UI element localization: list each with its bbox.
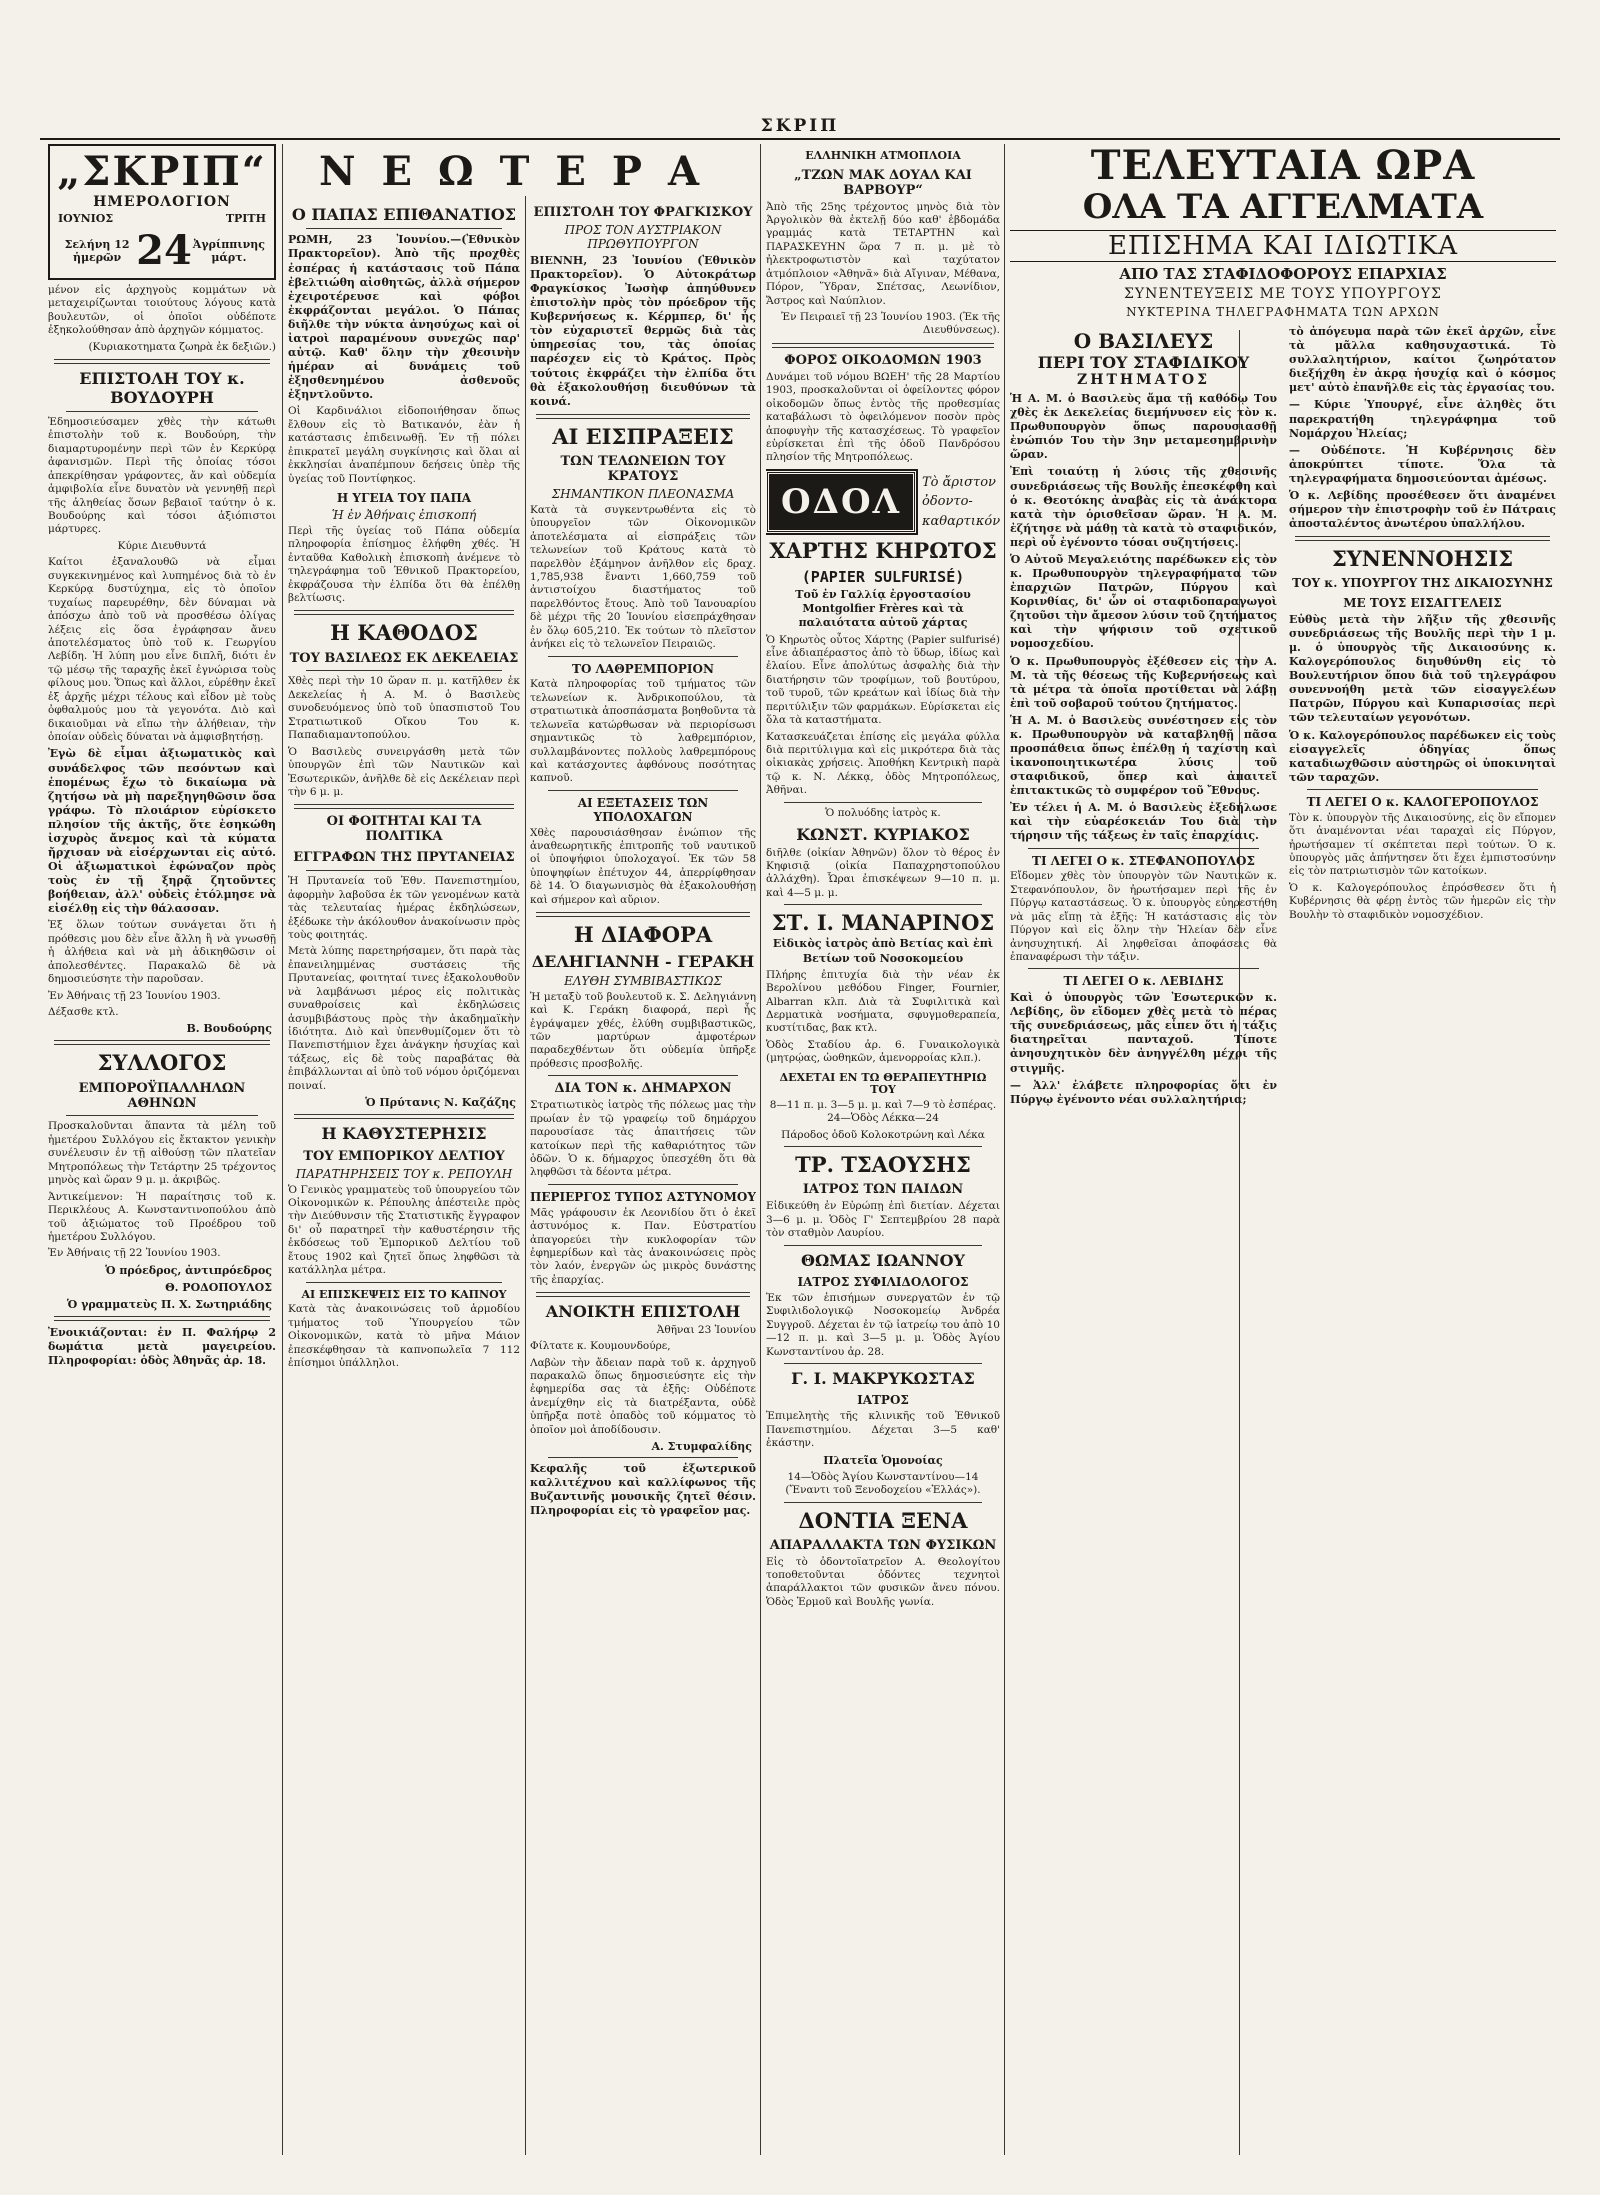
body-text: Κατὰ τὰ συγκεντρωθέντα εἰς τὸ ὑπουργεῖον τῶν Οἰκονομικῶν ἀποτελέσματα αἱ εἰσπράξεις τῶν τελωνείων τοῦ Κράτους κατὰ τὸ παρελθὸν ἑξάμηνον ἀνῆλθον εἰς δραχ. 1,785,938 ἔναντι 1,660,759 τοῦ ἀντιστοίχου διαστήματος τοῦ παρελθόντος ἔτους. Ἀπὸ τοῦ Ἰανουαρίου δὲ μέχρι τῆς 20 Ἰουνίου εἰσεπράχθησαν ἐν ὅλῳ 605,210. Ἐκ τούτων τὸ πλεῖστον ἀνήκει εἰς τὸ τελωνεῖον Πειραιῶς. [530, 503, 756, 651]
divider [1295, 536, 1550, 541]
headline-shipping-line: ΕΛΛΗΝΙΚΗ ΑΤΜΟΠΛΟΙΑ [805, 149, 961, 162]
subhead: Η ΥΓΕΙΑ ΤΟΥ ΠΑΠΑ [336, 490, 472, 505]
signature: Ὁ Πρύτανις Ν. Καζάζης [365, 1096, 516, 1110]
subhead: ΑΠΑΡΑΛΛΑΚΤΑ ΤΩΝ ΦΥΣΙΚΩΝ [769, 1537, 997, 1553]
body-text: Στρατιωτικὸς ἰατρὸς τῆς πόλεως μας τὴν πρωίαν ἐν τῷ γραφείῳ τοῦ δημάρχου παρουσίασε τὰς ἀπαιτήσεις τῶν κατοίκων περὶ τῆς καθαριότητος τῶν ὁδῶν. Ὁ κ. δήμαρχος ὑπεσχέθη ὅτι θὰ ληφθῶσι τὰ δέοντα μέτρα. [530, 1099, 756, 1179]
masthead [48, 144, 276, 280]
divider [66, 411, 258, 412]
headline-delay: Η ΚΑΘΥΣΤΕΡΗΣΙΣ [321, 1124, 487, 1144]
header-rule [40, 138, 1560, 140]
divider [548, 1457, 738, 1458]
body-text: Ἡ μεταξὺ τοῦ βουλευτοῦ κ. Σ. Δεληγιάννη καὶ Κ. Γεράκη διαφορά, περὶ ἧς ἐγράψαμεν χθές, ἐλύθη συμβιβαστικῶς, τῶν μαρτύρων ἀμφοτέρων παραδεχθέντων ὅτι οὐδεμία ὑπῆρξε πρόθεσις προσβολῆς. [530, 990, 756, 1070]
body-text-bold: Ἐν τέλει ἡ Α. Μ. ὁ Βασιλεὺς ἐξεδήλωσε καὶ τὴν εὐαρέσκειάν Του διὰ τὴν τήρησιν τῆς τάξεως ἐν ταῖς ἐπαρχίαις. [1010, 801, 1277, 843]
subhead: ΤΙ ΛΕΓΕΙ Ο κ. ΛΕΒΙΔΗΣ [1063, 974, 1224, 989]
divider [66, 1115, 258, 1116]
masthead-day-row [54, 227, 270, 274]
headline-voudouris: ΕΠΙΣΤΟΛΗ ΤΟΥ κ. ΒΟΥΔΟΥΡΗ [79, 369, 245, 407]
subhead: ΠΕΡΙΕΡΓΟΣ ΤΥΠΟΣ ΑΣΤΥΝΟΜΟΥ [530, 1189, 756, 1204]
headline-building-tax: ΦΟΡΟΣ ΟΙΚΟΔΟΜΩΝ 1903 [784, 352, 982, 368]
subhead: ΙΑΤΡΟΣ [857, 1393, 909, 1408]
body-text: Ἀντικείμενον: Ἡ παραίτησις τοῦ κ. Περικλέους Α. Κωνσταντινοπούλου ἀπὸ τοῦ ἀξιώματος τοῦ Προέδρου τοῦ ἡμετέρου Συλλόγου. [48, 1190, 276, 1243]
column-3 [530, 200, 756, 2155]
body-text-bold: — Οὐδέποτε. Ἡ Κυβέρνησις δὲν ἀποκρύπτει τίποτε. Ὅλα τὰ τηλεγραφήματα δημοσιεύονται ἀμέσως. [1289, 443, 1556, 485]
body-text-bold: Ἡ Α. Μ. ὁ Βασιλεὺς ἅμα τῇ καθόδῳ Του χθὲς ἐκ Δεκελείας διεμήνυσεν εἰς τὸν κ. Πρωθυπουργὸν ὅπως παρουσιασθῇ ἐνώπιόν Του τὴν 3ην μεταμεσημβρινὴν ὥραν. [1010, 392, 1277, 462]
masthead-month: ΙΟΥΝΙΟΣ [58, 212, 114, 225]
body-text: Ἐξ ὅλων τούτων συνάγεται ὅτι ἡ πρόθεσις μου δὲν εἶνε ἄλλη ἢ νὰ γνωσθῇ ἡ ἀλήθεια καὶ νὰ μὴ ἀδικηθῶσιν οἱ ἀπολεσθέντες. Παρακαλῶ δὲ νὰ δημοσιεύσητε τὴν παροῦσαν. [48, 919, 276, 986]
odol-tagline-line: ὀδοντο- [922, 494, 973, 510]
body-text: Ἐδημοσιεύσαμεν χθὲς τὴν κάτωθι ἐπιστολὴν τοῦ κ. Βουδούρη, τὴν διαμαρτυρομένην περὶ τῶν ἐν Κερκύρᾳ ἀφανισμῶν. Περὶ τῆς ὁποίας τόσοι ἀπεκρίθησαν γράφοντες, ἄν καὶ οὐδεμία ἀμφιβολία εἶνε δυνατὸν νὰ γεννηθῇ περὶ τῆς ἀληθείας ὅσων βεβαιοῖ ταύτην ὁ κ. Βουδούρης καὶ τόσοι ἀξιόπιστοι μάρτυρες. [48, 415, 276, 536]
body-text: Πλατεῖα Ὁμονοίας [823, 1453, 943, 1467]
subhead: ΙΑΤΡΟΣ ΤΩΝ ΠΑΙΔΩΝ [802, 1182, 964, 1198]
divider [784, 1245, 982, 1246]
divider [294, 804, 514, 809]
letter-salutation: Κύριε Διευθυντά [117, 539, 207, 552]
body-text-bold: τὸ ἀπόγευμα παρὰ τῶν ἐκεῖ ἀρχῶν, εἶνε τὰ μᾶλλα καθησυχαστικά. Τὸ συλλαλητήριον, καίτοι ζωηρότατον διεξήχθη ἐν ἀκρᾳ ἡσυχίᾳ καὶ ὁ κόσμος μετ' αὐτὸ ἐπανῆλθε εἰς τὰς ἐργασίας του. [1289, 325, 1556, 395]
body-text-bold: Εὐθὺς μετὰ τὴν λῆξιν τῆς χθεσινῆς συνεδριάσεως τῆς Βουλῆς περὶ τὴν 1 μ. μ. ὁ ὑπουργὸς τῆς Δικαιοσύνης κ. Καλογερόπουλος διηυθύνθη εἰς τὸ Βουλευτήριον ὅπου διὰ τοῦ τηλεγράφου συνεννοήθη μετὰ τῶν εἰσαγγελέων Πατρῶν, Πύργου καὶ Κυπαρισσίας περὶ τῶν τελευταίων γεγονότων. [1289, 612, 1556, 725]
last-hour-heading: ΑΠΟ ΤΑΣ ΣΤΑΦΙΔΟΦΟΡΟΥΣ ΕΠΑΡΧΙΑΣ [1119, 265, 1447, 284]
running-head: ΣΚΡΙΠ [760, 116, 840, 136]
body-text: 8—11 π. μ. 3—5 μ. μ. καὶ 7—9 τὸ ἑσπέρας. 24—Ὁδὸς Λέκκα—24 [769, 1098, 997, 1125]
subhead-italic: ΠΡΟΣ ΤΟΝ ΑΥΣΤΡΙΑΚΟΝ ΠΡΩΘΥΠΟΥΡΓΟΝ [564, 222, 722, 251]
ad-name: ΘΩΜΑΣ ΙΩΑΝΝΟΥ [801, 1250, 965, 1270]
classified-ad: Κεφαλῆς τοῦ ἐξωτερικοῦ καλλιτέχνου καὶ καλλίφωνος τῆς Βυζαντινῆς μουσικῆς ζητεῖ θέσιν. Πληροφορίαι εἰς τὸ γραφεῖον μας. [530, 1462, 756, 1518]
letter-salutation: Φίλτατε κ. Κουμουνδούρε, [530, 1340, 671, 1353]
closing: Δέξασθε κτλ. [48, 1006, 119, 1019]
signature: Ὁ πρόεδρος, ἀντιπρόεδρος [105, 1263, 272, 1277]
body-text: Προσκαλοῦνται ἅπαντα τὰ μέλη τοῦ ἡμετέρου Συλλόγου εἰς ἔκτακτον γενικὴν συνέλευσιν ἐν τῇ αἰθούσῃ τῶν πλατεῖαν Μητροπόλεως τὴν Τετάρτην 25 τρέχοντος μηνὸς καὶ ὥραν 9 μ. μ. ἀκριβῶς. [48, 1120, 276, 1187]
body-text: Χθὲς παρουσιάσθησαν ἐνώπιον τῆς ἀναθεωρητικῆς ἐπιτροπῆς τοῦ ναυτικοῦ οἱ ὑποψήφιοι ὑπολοχαγοί. Ἐκ τῶν 58 ὑποψηφίων ἐπέτυχον 44, ἀπερρίφθησαν δὲ 14. Ὁ διαγωνισμὸς θὰ ἐξακολουθήσῃ καὶ σήμερον καὶ αὔριον. [530, 826, 756, 906]
body-text: Εἰδικεύθη ἐν Εὐρώπῃ ἐπὶ διετίαν. Δέχεται 3—6 μ. μ. Ὁδὸς Γ' Σεπτεμβρίου 28 παρὰ τὸν σταθμὸν Λαυρίου. [766, 1200, 1000, 1240]
divider [784, 802, 982, 803]
body-text-bold: Ὁ κ. Πρωθυπουργὸς ἐξέθεσεν εἰς τὴν Α. Μ. τὰ τῆς θέσεως τῆς Κυβερνήσεως καὶ τὰ μέτρα τὰ ὁποῖα προτίθεται νὰ λάβῃ ἐπὶ τοῦ σοβαροῦ τούτου ζητήματος. [1010, 654, 1277, 710]
odol-logo: ΟΔΟΛ [766, 471, 916, 533]
subhead: ΑΙ ΕΠΙΣΚΕΨΕΙΣ ΕΙΣ ΤΟ ΚΑΠΝΟΥ [301, 1287, 507, 1301]
headline-syllogos: ΣΥΛΛΟΓΟΣ [97, 1050, 227, 1076]
masthead-saint: Ἀγρίππινης μάρτ. [192, 237, 265, 264]
body-text: Κατασκευάζεται ἐπίσης εἰς μεγάλα φύλλα διὰ περιτύλιγμα καὶ εἰς μικρότερα διὰ τὰς οἰκιακὰς χρήσεις. Ἀποθήκη Κεντρικὴ παρὰ τῷ κ. Ν. Λέκκᾳ, ὁδὸς Μητροπόλεως, Ἀθῆναι. [766, 730, 1000, 797]
headline-students: ΟΙ ΦΟΙΤΗΤΑΙ ΚΑΙ ΤΑ ΠΟΛΙΤΙΚΑ [326, 814, 482, 845]
signature: Θ. ΡΟΔΟΠΟΥΛΟΣ [165, 1280, 272, 1294]
signature: Ὁ γραμματεὺς Π. Χ. Σωτηριάδης [67, 1297, 272, 1311]
last-hour-subtitle-2: ΕΠΙΣΗΜΑ ΚΑΙ ΙΔΙΩΤΙΚΑ [1010, 230, 1556, 262]
masthead-subtitle: ΗΜΕΡΟΛΟΓΙΟΝ [93, 194, 231, 210]
body-text: Κατὰ τὰς ἀνακοινώσεις τοῦ ἁρμοδίου τμήματος τοῦ Ὑπουργείου τῶν Οἰκονομικῶν, κατὰ τὸ μῆνα Μάιον ἐπεσκέφθησαν τὰ καπνοπωλεῖα 7 112 ἐπίσημοι ὑπάλληλοι. [288, 1303, 520, 1369]
body-text-bold: — Κύριε Ὑπουργέ, εἶνε ἀληθὲς ὅτι παρεκρατήθη τηλεγράφημα τοῦ Νομάρχου Ἠλείας; [1289, 398, 1556, 440]
body-text: Ἐκ τῶν ἐπισήμων συνεργατῶν ἐν τῷ Συφιλιδολογικῷ Νοσοκομείῳ Ἀνδρέα Συγγροῦ. Δέχεται ἐν τῷ ἰατρείῳ του ἀπὸ 10—12 π. μ. καὶ 3—5 μ. μ. Ὁδὸς Ἀγίου Κωνσταντίνου ἀρ. 28. [766, 1291, 1000, 1358]
ad-name: ΔΟΝΤΙΑ ΞΕΝΑ [798, 1507, 968, 1533]
last-hour-heading: ΝΥΚΤΕΡΙΝΑ ΤΗΛΕΓΡΑΦΗΜΑΤΑ ΤΩΝ ΑΡΧΩΝ [1126, 305, 1440, 320]
body-text: διῆλθε (οἰκίαν Ἀθηνῶν) ὅλον τὸ θέρος ἐν Κηφισιᾷ (οἰκία Παπαχρηστοπούλου ἀλλάχθη). Ὧραι ἐπισκέψεων 9—10 π. μ. καὶ 4—5 μ. μ. [766, 846, 1000, 899]
divider [294, 610, 514, 615]
body-text: Εἴδομεν χθὲς τὸν ὑπουργὸν τῶν Ναυτικῶν κ. Στεφανόπουλον, ὃν ἠρωτήσαμεν περὶ τῆς ἐν Πύργῳ καταστάσεως. Ὁ κ. ὑπουργὸς εὐηρεστήθη νὰ μᾶς εἴπῃ τὰ ἑξῆς: Ἡ κατάστασις εἰς τὸν Πύργον καὶ εἰς ὅλην τὴν Ἠλείαν δὲν εἶνε ἀνησυχητική. Αἱ ληφθεῖσαι ἀποφάσεις θὰ ἐπαναφέρωσι τὴν τάξιν. [1010, 870, 1277, 963]
subhead-italic: ΣΗΜΑΝΤΙΚΟΝ ΠΛΕΟΝΑΣΜΑ [551, 486, 735, 501]
masthead-title: „ΣΚΡΙΠ“ [57, 148, 267, 195]
divider [306, 228, 502, 229]
divider [772, 343, 994, 348]
headline-synennoisis: ΣΥΝΕΝΝΟΗΣΙΣ [1331, 546, 1514, 572]
signature: Β. Βουδούρης [186, 1022, 272, 1036]
odol-tagline [922, 473, 1000, 532]
subhead: ΤΙ ΛΕΓΕΙ Ο κ. ΚΑΛΟΓΕΡΟΠΟΥΛΟΣ [1306, 794, 1539, 809]
signature: Α. Στυμφαλίδης [651, 1440, 752, 1454]
intro-text: μένον εἰς ἀρχηγοὺς κομμάτων νὰ μεταχειρίζωνται τοιούτους λόγους κατὰ βουλευτῶν, οἱ ὁποῖοι οὐδέποτε ἐξηκολούθησαν ἀπὸ ἀρχηγῶν κόμματος. [48, 284, 276, 337]
headline-kathodos-sub: ΤΟΥ ΒΑΣΙΛΕΩΣ ΕΚ ΔΕΚΕΛΕΙΑΣ [289, 650, 519, 666]
divider [784, 1363, 982, 1364]
headline-wax-paper-french: (PAPIER SULFURISÉ) [801, 568, 965, 587]
headline-dispute-sub: ΔΕΛΗΓΙΑΝΝΗ - ΓΕΡΑΚΗ [531, 952, 755, 972]
classified-ad: Ἐνοικιάζονται: ἐν Π. Φαλήρῳ 2 δωμάτια μετὰ μαγειρείου. Πληροφορίαι: ὁδὸς Ἀθηνᾶς ἀρ. 18. [48, 1325, 276, 1368]
place-date: Ἐν Ἀθήναις τῇ 23 Ἰουνίου 1903. [48, 989, 221, 1002]
headline-king-sub: ΖΗΤΗΜΑΤΟΣ [1077, 372, 1210, 389]
masthead-date-row [54, 212, 270, 225]
divider [536, 1292, 750, 1297]
body-text: Ὁ Κηρωτὸς οὗτος Χάρτης (Papier sulfurisé) εἶνε ἀδιαπέραστος ἀπὸ τὸ ὕδωρ, ἰδίως καὶ ἐλαίου. Εἶνε ἀπολύτως ἀσφαλὴς διὰ τὴν διατήρησιν τῶν τροφίμων, τοῦ βουτύρου, τοῦ τυροῦ, τῶν κρεάτων καὶ ἰδίως διὰ τὴν περιτύλιξιν τῶν φαρμάκων. Εὑρίσκεται εἰς ὅλα τὰ καταστήματα. [766, 633, 1000, 727]
body-text-bold: Ἡ Α. Μ. ὁ Βασιλεὺς συνέστησεν εἰς τὸν κ. Πρωθυπουργὸν νὰ καταβληθῇ πᾶσα προσπάθεια ὅπως ἐπέλθῃ ἡ ταχίστη καὶ ἱκανοποιητικωτέρα λύσις τοῦ σταφιδικοῦ, ὅπερ καὶ ἀπαιτεῖ ἐπιτακτικῶς τὸ συμφέρον τοῦ Ἔθνους. [1010, 713, 1277, 798]
body-text: Περὶ τῆς ὑγείας τοῦ Πάπα οὐδεμία πληροφορία ἐπίσημος ἐλήφθη χθές. Ἡ ἐνταῦθα Καθολικὴ ἐπισκοπὴ ἀνέμενε τὸ τηλεγράφημα τοῦ Ἐθνικοῦ Πρακτορείου, ἐκφράζουσα τὴν ἐλπίδα ὅτι θὰ ἐπέλθῃ βελτίωσις. [288, 524, 520, 604]
body-text-bold: ΡΩΜΗ, 23 Ἰουνίου.—(Ἐθνικὸν Πρακτορεῖον). Ἀπὸ τῆς προχθὲς ἑσπέρας ἡ κατάστασις τοῦ Πάπα ἐβελτιώθη αἰσθητῶς, ἀλλὰ σήμερον ἐχειροτέρευσε καὶ φόβοι ἐκφράζονται μεγάλοι. Ὁ Πάπας διῆλθε τὴν νύκτα ἀνησύχως καὶ οἱ ἰατροὶ παραμένουν συνεχῶς παρ' αὐτῷ. Καθ' ὅλην τὴν χθεσινὴν ἡμέραν αἱ δυνάμεις τοῦ ἐξησθενημένου ἀσθενοῦς ἐξηντλοῦντο. [288, 233, 520, 402]
body-text-bold: ΒΙΕΝΝΗ, 23 Ἰουνίου (Ἐθνικὸν Πρακτορεῖον). Ὁ Αὐτοκράτωρ Φραγκίσκος Ἰωσὴφ ἀπηύθυνεν ἐπιστολὴν πρὸς τὸν πρόεδρον τῆς Κυβερνήσεως κ. Κέρμπερ, δι' ἧς τὸν εὐχαριστεῖ θερμῶς διὰ τὰς ὑπηρεσίας του, τὰς ὁποίας παρέσχεν εἰς τὸ Κράτος. Πρὸς τούτοις ἐκφράζει τὴν ἐλπίδα ὅτι θὰ ἐξακολουθήσῃ διευθύνων τὰ κοινά. [530, 253, 756, 408]
headline-pope: Ο ΠΑΠΑΣ ΕΠΙΘΑΝΑΤΙΟΣ [291, 205, 517, 224]
body-text: Μετὰ λύπης παρετηρήσαμεν, ὅτι παρὰ τὰς ἐπανειλημμένας συστάσεις τῆς Πρυτανείας, φοιτηταί τινες ἐξακολουθοῦν νὰ λαμβάνωσι μέρος εἰς πολιτικὰς συναθροίσεις καὶ ἐκδηλώσεις ἀσυμβιβάστους πρὸς τὴν ἀκαδημαϊκὴν ἰδιότητα. Διὸ καὶ ὑπενθυμίζομεν ὅτι τὸ Πανεπιστήμιον ἔχει ἀνάγκην ἡσυχίας καὶ τάξεως, εἰς δὲ τοὺς παραβάτας θὰ ἐπιβάλλωνται αἱ ὑπὸ τοῦ νόμου ὁριζόμεναι ποιναί. [288, 945, 520, 1092]
odol-tagline-line: Τὸ ἄριστον [922, 474, 996, 490]
divider [548, 656, 738, 657]
headline-synennoisis-sub: ΤΟΥ κ. ΥΠΟΥΡΓΟΥ ΤΗΣ ΔΙΚΑΙΟΣΥΝΗΣ [1292, 576, 1553, 591]
divider [536, 912, 750, 917]
subhead: ΔΕΧΕΤΑΙ ΕΝ ΤΩ ΘΕΡΑΠΕΥΤΗΡΙΩ ΤΟΥ [779, 1070, 987, 1097]
divider [1307, 789, 1538, 790]
subhead-italic: ΠΑΡΑΤΗΡΗΣΕΙΣ ΤΟΥ κ. ΡΕΠΟΥΛΗ [295, 1166, 513, 1181]
headline-franz: ΕΠΙΣΤΟΛΗ ΤΟΥ ΦΡΑΓΚΙΣΚΟΥ [533, 205, 753, 220]
column-4 [766, 144, 1000, 2155]
body-text: Χθὲς περὶ τὴν 10 ὥραν π. μ. κατῆλθεν ἐκ Δεκελείας ἡ Α. Μ. ὁ Βασιλεὺς συνοδευόμενος ὑπὸ τοῦ ὑπασπιστοῦ Του Στρατιωτικοῦ Οἴκου Του κ. Παπαδιαμαντοπούλου. [288, 675, 520, 742]
masthead-moon: Σελήνη 12 ἡμερῶν [64, 237, 130, 264]
column-1 [48, 144, 276, 2155]
ad-name: ΚΩΝΣΤ. ΚΥΡΙΑΚΟΣ [796, 825, 970, 845]
divider [536, 414, 750, 419]
odol-advertisement [766, 471, 1000, 533]
ad-name: ΣΤ. Ι. ΜΑΝΑΡΙΝΟΣ [771, 910, 995, 936]
divider [548, 1075, 738, 1076]
subhead: Τοῦ ἐν Γαλλίᾳ ἐργοστασίου Montgolfier Frères καὶ τὰ παλαιότατα αὐτοῦ χάρτας [795, 588, 971, 630]
headline-wax-paper: ΧΑΡΤΗΣ ΚΗΡΩΤΟΣ [769, 537, 997, 563]
body-text: Μᾶς γράφουσιν ἐκ Λεονιδίου ὅτι ὁ ἐκεῖ ἀστυνόμος κ. Παν. Εὐστρατίου ἀπαγορεύει τὴν κυκλοφορίαν τῶν ἐφημερίδων καὶ τὰς ἀνακοινώσεις πρὸς τὸν λαόν, ἐνεργῶν ὡς μικρὸς δυνάστης τῆς ἐπαρχίας. [530, 1206, 756, 1286]
headline-receipts-sub: ΤΩΝ ΤΕΛΩΝΕΙΩΝ ΤΟΥ ΚΡΑΤΟΥΣ [560, 453, 726, 484]
odol-tagline-line: καθαρτικόν [922, 513, 1000, 529]
subhead: ΤΙ ΛΕΓΕΙ Ο κ. ΣΤΕΦΑΝΟΠΟΥΛΟΣ [1032, 853, 1255, 868]
body-text-bold: Ἐγὼ δὲ εἶμαι ἀξιωματικὸς καὶ συνάδελφος τῶν πεσόντων καὶ ἑπομένως ἔχω τὸ δικαίωμα νὰ ζητήσω νὰ μὴ παρεξηγηθῶσιν ὅσα γράφω. Τὸ πλοιάριον εὑρίσκετο πλησίον τῆς ἀκτῆς, ὅτε ἐσηκώθη ἰσχυρὸς ἄνεμος καὶ τὰ κύματα ἤρχισαν νὰ εἰσέρχωνται εἰς αὐτό. Οἱ ἀξιωματικοὶ ἐφώναζον πρὸς τοὺς ἐν τῇ ξηρᾷ ζητοῦντες βοήθειαν, ἀλλ' οὐδεὶς ἐτόλμησε νὰ εἰσέλθῃ εἰς τὴν θάλασσαν. [48, 747, 276, 916]
body-text-bold: Ὁ Αὐτοῦ Μεγαλειότης παρέδωκεν εἰς τὸν κ. Πρωθυπουργὸν τηλεγραφήματα τῶν ἐπαρχιῶν Πατρῶν, Πύργου καὶ Κορινθίας, δι' ὧν οἱ σταφιδοπαραγωγοὶ ζητοῦσι τὴν ἄμεσον λύσιν τοῦ ζητήματος καὶ τὴν ψήφισιν τοῦ σχετικοῦ νομοσχεδίου. [1010, 552, 1277, 651]
headline-king: Ο ΒΑΣΙΛΕΥΣ [1073, 329, 1214, 354]
subhead: ΑΙ ΕΞΕΤΑΣΕΙΣ ΤΩΝ ΥΠΟΛΟΧΑΓΩΝ [577, 795, 709, 824]
last-hour-heading: ΣΥΝΕΝΤΕΥΞΕΙΣ ΜΕ ΤΟΥΣ ΥΠΟΥΡΓΟΥΣ [1124, 286, 1442, 303]
last-hour-subtitle: ΟΛΑ ΤΑ ΑΓΓΕΛΜΑΤΑ [1082, 187, 1484, 227]
column-divider [282, 144, 283, 2155]
headline-open-letter: ΑΝΟΙΚΤΗ ΕΠΙΣΤΟΛΗ [545, 1302, 741, 1322]
divider [548, 790, 738, 791]
column-divider [525, 196, 526, 2155]
body-text-bold: Ἐπὶ τοιαύτῃ ἡ λύσις τῆς χθεσινῆς συνεδριάσεως τῆς Βουλῆς ἐπεσκέφθη καὶ ὁ κ. Θεοτόκης ἀναβὰς εἰς τὰ ἀνάκτορα κατὰ τὴν ὁρισθεῖσαν ὥραν. Ἡ Α. Μ. ἐζήτησε νὰ μάθῃ τὰ κατὰ τὸ σταφιδικόν, περὶ οὗ ἐγένοντο τόσαι συζητήσεις. [1010, 465, 1277, 549]
headline-king-sub: ΠΕΡΙ ΤΟΥ ΣΤΑΦΙΔΙΚΟΥ [1037, 353, 1250, 373]
body-text: Εἰς τὸ ὀδοντοϊατρεῖον Α. Θεολογίτου τοποθετοῦνται ὀδόντες τεχνητοὶ ἀπαράλλακτοι τῶν φυσικῶν ἄνευ πόνου. Ὁδὸς Ἑρμοῦ καὶ Βουλῆς γωνία. [766, 1555, 1000, 1608]
last-hour-title: ΤΕΛΕΥΤΑΙΑ ΩΡΑ [1090, 144, 1476, 189]
divider [784, 904, 982, 905]
body-text-bold: — Ἀλλ' ἐλάβετε πληροφορίας ὅτι ἐν Πύργῳ ἐγένοντο νέαι συλλαλητήρια; [1010, 1078, 1277, 1106]
place-date: Ἐν Ἀθήναις τῇ 22 Ἰουνίου 1903. [48, 1247, 221, 1260]
last-hour-section [1010, 144, 1556, 2155]
divider [1028, 848, 1259, 849]
body-text: Ἐπιμελητὴς τῆς κλινικῆς τοῦ Ἐθνικοῦ Πανεπιστημίου. Δέχεται 3—5 καθ' ἑκάστην. [766, 1410, 1000, 1450]
body-text: Ὁ κ. Καλογερόπουλος ἐπρόσθεσεν ὅτι ἡ Κυβέρνησις θὰ φέρῃ ἐντὸς τῶν ἡμερῶν εἰς τὴν Βουλὴν τὸ σταφιδικὸν νομοσχέδιον. [1289, 881, 1556, 921]
body-text-bold: Ὁ κ. Λεβίδης προσέθεσεν ὅτι ἀναμένει σήμερον τὴν ἐπιστροφὴν τοῦ ἐν Πάτραις ἀποσταλέντος ἀνωτέρου ὑπαλλήλου. [1289, 488, 1556, 531]
body-text-bold: Καὶ ὁ ὑπουργὸς τῶν Ἐσωτερικῶν κ. Λεβίδης, ὃν εἴδομεν χθὲς μετὰ τὸ πέρας τῆς συνεδριάσεως, μᾶς εἶπεν ὅτι ἡ τάξις διατηρεῖται πανταχοῦ. Τίποτε ἀνησυχητικὸν δὲν ἀνηγγέλθη μέχρι τῆς στιγμῆς. [1010, 991, 1277, 1075]
body-text: Δυνάμει τοῦ νόμου ΒΩΕΗ' τῆς 28 Μαρτίου 1903, προσκαλοῦνται οἱ ὀφείλοντες φόρον οἰκοδομῶν ὅπως ἐντὸς τῆς προθεσμίας καταβάλωσι τὸ ὀφειλόμενον ποσὸν πρὸς ἀποφυγὴν τῆς κατασχέσεως. Τὸ γραφεῖον εὑρίσκεται ἐπὶ τῆς ὁδοῦ Πανδρόσου πλησίον τῆς Μητροπόλεως. [766, 370, 1000, 464]
divider [784, 1502, 982, 1503]
body-text: Κατὰ πληροφορίας τοῦ τμήματος τῶν τελωνείων κ. Ἀνδρικοπούλου, τὰ στρατιωτικὰ ἀποσπάσματα βοηθοῦντα τὰ τελωνεῖα κατώρθωσαν νὰ περιορίσωσι σημαντικῶς τὸ λαθρεμπόριον, συλλαμβάνοντες πολλοὺς λαθρεμπόρους καὶ κατάσχοντες ἀφθόνους ποσότητας καπνοῦ. [530, 678, 756, 785]
body-text: Οἱ Καρδινάλιοι εἰδοποιήθησαν ὅπως ἔλθουν εἰς τὸ Βατικανόν, ἐὰν ἡ κατάστασις ἐπιδεινωθῇ. Ἐν τῇ πόλει ἐπικρατεῖ μεγάλη συγκίνησις καὶ ὅλαι αἱ ἐκκλησίαι ἀναπέμπουν δεήσεις ὑπὲρ τῆς ὑγείας τοῦ Ποντίφηκος. [288, 405, 520, 485]
neotera-banner: ΝΕΩΤΕΡΑ [318, 148, 726, 195]
column-divider [760, 144, 761, 2155]
headline-synennoisis-sub: ΜΕ ΤΟΥΣ ΕΙΣΑΓΓΕΛΕΙΣ [1343, 596, 1502, 611]
divider [784, 1146, 982, 1147]
last-hour-columns [1010, 325, 1556, 1110]
body-text: Πάροδος ὁδοῦ Κολοκοτρώνη καὶ Λέκα [781, 1128, 985, 1141]
subhead: ΙΑΤΡΟΣ ΣΥΦΙΛΙΔΟΛΟΓΟΣ [797, 1275, 969, 1290]
last-hour-column-right [1289, 325, 1556, 1110]
column-divider [1004, 144, 1005, 2155]
divider [1028, 968, 1259, 969]
subhead: ΤΟ ΛΑΘΡΕΜΠΟΡΙΟΝ [572, 661, 714, 676]
divider [54, 1040, 270, 1045]
body-text-bold: Ὁ κ. Καλογερόπουλος παρέδωκεν εἰς τοὺς εἰσαγγελεῖς ὁδηγίας ὅπως καταδιωχθῶσιν αὐστηρῶς οἱ ὑποκινηταὶ τῶν ταραχῶν. [1289, 728, 1556, 784]
body-text: Ὁδὸς Σταδίου ἀρ. 6. Γυναικολογικὰ (μητρῴας, ὠοθηκῶν, ἀμενορροίας κλπ.). [766, 1038, 1000, 1065]
headline-shipping-name: „ΤΖΩΝ ΜΑΚ ΔΟΥΑΛ ΚΑΙ ΒΑΡΒΟΥΡ“ [794, 167, 972, 198]
headline-dispute: Η ΔΙΑΦΟΡΑ [573, 922, 713, 948]
body-text: Τὸν κ. ὑπουργὸν τῆς Δικαιοσύνης, εἰς ὃν εἴπομεν ὅτι ἀναμένονται νέαι ταραχαὶ εἰς Πύργον, ἠρωτήσαμεν τί σκέπτεται περὶ τούτων. Ὁ κ. ὑπουργὸς μᾶς ἀπήντησεν ὅτι ἔχει ἐμπιστοσύνην εἰς τὸν πατριωτισμὸν τῶν κατοίκων. [1289, 811, 1556, 878]
subhead: Εἰδικὸς ἰατρὸς ἀπὸ Βετίας καὶ ἐπὶ Βετίων τοῦ Νοσοκομείου [772, 937, 994, 965]
ad-name: Γ. Ι. ΜΑΚΡΥΚΩΣΤΑΣ [791, 1369, 975, 1389]
body-text: Καίτοι ἐξαναλουθῶ νὰ εἶμαι συγκεκινημένος καὶ λυπημένος διὰ τὸ ἐν Κερκύρᾳ δυστύχημα, εἰς τὸ ὁποῖον τυχαίως παρευρέθην, δὲν δύναμαι νὰ ἀπόσχω ἀπὸ τοῦ νὰ προσθέσω ὀλίγας λέξεις εἰς ὅσα ἐγράφησαν ἄνευ ἀποτελέσματος ὑπὸ τοῦ κ. Γεωργίου Λεβίδη. Ἡ λύπη μου εἶνε διπλῆ, διότι ἐν τῷ μέσῳ τῆς ταραχῆς ἐκεῖ ἐγνώρισα τοὺς φίλους μου. Ὅπως καὶ ἄλλοι, εὑρέθην ἐκεῖ ἐξ ἀρχῆς μέχρι τέλους καὶ εἶδον μὲ τοὺς ὀφθαλμούς μου τὰ γεγονότα. Διὸ καὶ δικαιοῦμαι νὰ εἴπω τὴν ἀλήθειαν, τὴν ὁποίαν οὐδεὶς δύναται νὰ ἀμφισβητήσῃ. [48, 556, 276, 744]
headline-syllogos-sub: ΕΜΠΟΡΟΫΠΑΛΛΗΛΩΝ ΑΘΗΝΩΝ [78, 1080, 246, 1111]
body-text: Ὁ Βασιλεὺς συνειργάσθη μετὰ τῶν ὑπουργῶν ἐπὶ τῶν Ναυτικῶν καὶ Ἐσωτερικῶν, ἀνῆλθε δὲ εἰς Δεκέλειαν περὶ τὴν 6 μ. μ. [288, 745, 520, 798]
subhead-italic: Ἡ ἐν Ἀθήναις ἐπισκοπή [331, 507, 477, 522]
masthead-day: 24 [136, 227, 192, 274]
body-text: Ὁ Γενικὸς γραμματεὺς τοῦ ὑπουργείου τῶν Οἰκονομικῶν κ. Ρέπουλης ἀπέστειλε πρὸς τὴν Διεύθυνσιν τῆς Στατιστικῆς ἔγγραφον δι' οὗ παρατηρεῖ τὴν καθυστέρησιν τῆς ἐκδόσεως τοῦ Ἐμπορικοῦ Δελτίου τοῦ ἔτους 1902 καὶ ζητεῖ ὅπως ληφθῶσι τὰ κατάλληλα μέτρα. [288, 1183, 520, 1277]
place-date: Ἐν Πειραιεῖ τῇ 23 Ἰουνίου 1903. (Ἐκ τῆς Διευθύνσεως). [781, 311, 1000, 337]
last-hour-column-left [1010, 325, 1277, 1110]
body-text: Ἡ Πρυτανεία τοῦ Ἐθν. Πανεπιστημίου, ἀφορμὴν λαβοῦσα ἐκ τῶν γενομένων κατὰ τὰς τελευταίας ἡμέρας ἐκδηλώσεων, ἐξέδωκε τὴν ἀκόλουθον ἀνακοίνωσιν πρὸς τοὺς φοιτητάς. [288, 875, 520, 941]
divider [548, 1184, 738, 1185]
body-text: 14—Ὁδὸς Ἁγίου Κωνσταντίνου—14 (Ἔναντι τοῦ Ξενοδοχείου «Ἑλλάς»). [785, 1470, 981, 1497]
ad-name: ΤΡ. ΤΣΑΟΥΣΗΣ [795, 1152, 971, 1178]
divider [306, 870, 502, 871]
divider [306, 670, 502, 671]
intro-note: (Κυριακοτηματα ζωηρὰ ἐκ δεξιῶν.) [88, 340, 276, 353]
body-text: Λαβὼν τὴν ἄδειαν παρὰ τοῦ κ. ἀρχηγοῦ παρακαλῶ ὅπως δημοσιεύσητε εἰς τὴν ἐφημερίδα σας τὰ ἑξῆς: Οὐδέποτε ἀνεμίχθην εἰς τὰ διατρέξαντα, οὐδὲ ὑπῆρξα ποτὲ ὀπαδὸς τοῦ κόμματος τὸ ὁποῖον μοὶ ἀποδίδουσιν. [530, 1356, 756, 1436]
divider [306, 1282, 502, 1283]
subhead: ΔΙΑ ΤΟΝ κ. ΔΗΜΑΡΧΟΝ [554, 1081, 732, 1097]
column-2 [288, 200, 520, 2155]
letter-date: Ἀθῆναι 23 Ἰουνίου [656, 1323, 756, 1336]
divider [54, 1316, 270, 1321]
ad-intro: Ὁ πολυόδης ἰατρὸς κ. [825, 806, 941, 819]
headline-delay-sub: ΤΟΥ ΕΜΠΟΡΙΚΟΥ ΔΕΛΤΙΟΥ [303, 1148, 505, 1164]
headline-kathodos: Η ΚΑΘΟΔΟΣ [330, 620, 478, 646]
headline-receipts: ΑΙ ΕΙΣΠΡΑΞΕΙΣ [552, 423, 734, 449]
body-text: Ἀπὸ τῆς 25ης τρέχοντος μηνὸς διὰ τὸν Ἀργολικὸν θὰ ἐκτελῇ δύο καθ' ἑβδομάδα γραμμάς κατὰ ΤΕΤΑΡΤΗΝ καὶ ΠΑΡΑΣΚΕΥΗΝ ὥρα 7 π. μ. μὲ τὸ ἠλεκτροφωτιστὸν καὶ ταχύτατον ἀτμόπλοιον «Ἀθηνᾶ» διὰ Αἴγιναν, Μέθανα, Πόρον, Ὕδραν, Σπέτσας, Λεωνίδιον, Ἄστρος καὶ Ναύπλιον. [766, 200, 1000, 307]
divider [54, 359, 270, 364]
body-text: Πλήρης ἐπιτυχία διὰ τὴν νέαν ἐκ Βερολίνου μεθόδου Finger, Fournier, Albarran κλπ. Διὰ τὰ Συφιλιτικὰ καὶ Δερματικὰ νοσήματα, σφυγμοθεραπεία, κυστίτιδας, βακ κτλ. [766, 968, 1000, 1035]
masthead-weekday: ΤΡΙΤΗ [225, 212, 266, 225]
headline-students-sub: ΕΓΓΡΑΦΩΝ ΤΗΣ ΠΡΥΤΑΝΕΙΑΣ [293, 850, 515, 866]
divider [294, 1114, 514, 1119]
subhead-italic: ΕΛΥΘΗ ΣΥΜΒΙΒΑΣΤΙΚΩΣ [564, 973, 722, 988]
